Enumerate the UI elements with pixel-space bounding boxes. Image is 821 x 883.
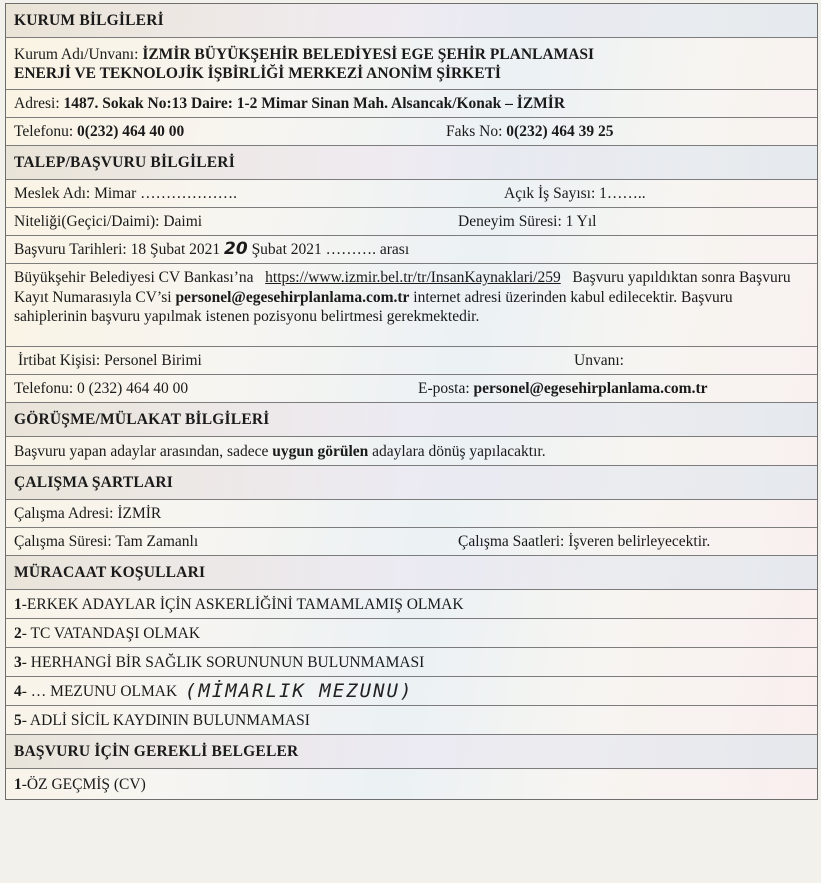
open-positions: Açık İş Sayısı: 1…….. — [504, 185, 646, 202]
contact-email[interactable]: personel@egesehirplanlama.com.tr — [473, 380, 708, 397]
section-header-belgeler — [6, 735, 817, 769]
cv-email[interactable]: personel@egesehirplanlama.com.tr — [175, 288, 410, 306]
requirement-item — [6, 677, 817, 706]
job-posting-form — [5, 3, 818, 800]
institution-name-label: Kurum Adı/Unvanı: — [14, 46, 139, 63]
application-date-start: Başvuru Tarihleri: 18 Şubat 2021 — [14, 241, 221, 258]
handwritten-annotation: (MİMARLIK MEZUNU) — [184, 679, 414, 702]
contact-title-label: Unvanı: — [574, 352, 624, 369]
address-label: Adresi: — [14, 95, 60, 112]
contact-phone-email-row — [6, 375, 817, 403]
contact-phone: Telefonu: 0 (232) 464 40 00 — [14, 380, 189, 397]
interview-info-row — [6, 437, 817, 466]
contact-person-row — [6, 347, 817, 375]
interview-text-2: adaylara dönüş yapılacaktır. — [372, 442, 546, 460]
document-number: 1 — [14, 775, 22, 793]
interview-text-bold: uygun görülen — [272, 442, 369, 460]
section-header-gorusme — [6, 403, 817, 437]
belgeler-header: BAŞVURU İÇİN GEREKLİ BELGELER — [14, 743, 299, 760]
requirement-number: 4 — [14, 682, 22, 700]
requirement-text: - … MEZUNU OLMAK — [21, 682, 178, 700]
work-address: Çalışma Adresi: İZMİR — [14, 505, 162, 522]
requirement-item — [6, 706, 817, 735]
kurum-header: KURUM BİLGİLERİ — [14, 12, 164, 29]
contact-email-cell — [418, 379, 708, 398]
requirement-item — [6, 619, 817, 648]
application-dates-row — [6, 236, 817, 264]
institution-name-line1: İZMİR BÜYÜKŞEHİR BELEDİYESİ EGE ŞEHİR PLANLAMASI — [142, 46, 595, 63]
talep-header: TALEP/BAŞVURU BİLGİLERİ — [14, 154, 235, 171]
contact-person: İrtibat Kişisi: Personel Birimi — [18, 352, 202, 369]
calisma-header: ÇALIŞMA ŞARTLARI — [14, 474, 173, 491]
section-header-talep — [6, 146, 817, 180]
requirement-number: 1 — [14, 595, 22, 613]
requirement-text: -ERKEK ADAYLAR İÇİN ASKERLİĞİNİ TAMAMLAMIŞ OLMAK — [21, 595, 464, 613]
interview-text-1: Başvuru yapan adaylar arasından, sadece — [14, 442, 269, 460]
phone-label: Telefonu: — [14, 123, 74, 140]
requirement-number: 2 — [14, 624, 22, 642]
handwritten-end-day: 20 — [224, 239, 248, 259]
requirement-number: 5 — [14, 711, 22, 729]
experience-duration: Deneyim Süresi: 1 Yıl — [458, 213, 597, 230]
phone-value: 0(232) 464 40 00 — [77, 123, 185, 140]
cv-instructions-row — [6, 264, 817, 347]
document-text: -ÖZ GEÇMİŞ (CV) — [21, 775, 146, 793]
qualification-row — [6, 208, 817, 236]
requirement-text: - HERHANGİ BİR SAĞLIK SORUNUNUN BULUNMAMASI — [21, 653, 425, 671]
application-date-end: Şubat 2021 ………. arası — [251, 241, 410, 258]
section-header-calisma — [6, 466, 817, 500]
employment-type: Niteliği(Geçici/Daimi): Daimi — [14, 213, 203, 230]
cv-text-part1: Büyükşehir Belediyesi CV Bankası’na — [14, 269, 254, 286]
gorusme-header: GÖRÜŞME/MÜLAKAT BİLGİLERİ — [14, 411, 270, 428]
cv-text-part3: internet adresi üzerinden kabul edilecektir. Başvuru sahiplerinin başvuru yapılmak istenen pozisyonu belirtmesi gerekmektedir. — [14, 288, 733, 325]
work-hours: Çalışma Saatleri: İşveren belirleyecektir. — [458, 533, 711, 550]
work-address-row — [6, 500, 817, 528]
requirement-item — [6, 648, 817, 677]
fax-value: 0(232) 464 39 25 — [506, 123, 614, 140]
fax-cell — [446, 122, 614, 141]
work-duration-row — [6, 528, 817, 556]
requirement-item — [6, 590, 817, 619]
requirement-text: - TC VATANDAŞI OLMAK — [21, 624, 201, 642]
requirement-text: - ADLİ SİCİL KAYDININ BULUNMAMASI — [21, 711, 310, 729]
address-value: 1487. Sokak No:13 Daire: 1-2 Mimar Sinan Mah. Alsancak/Konak – İZMİR — [63, 95, 566, 112]
muracaat-header: MÜRACAAT KOŞULLARI — [14, 564, 206, 581]
phone-fax-row — [6, 118, 817, 146]
cv-bank-link[interactable]: https://www.izmir.bel.tr/tr/InsanKaynaklari/259 — [265, 269, 561, 286]
phone-cell — [14, 122, 446, 141]
cv-text-part2: Başvuru yapıldıktan sonra Başvuru Kayıt Numarasıyla CV’si — [14, 269, 791, 306]
section-header-kurum — [6, 4, 817, 38]
section-header-muracaat — [6, 556, 817, 590]
requirement-number: 3 — [14, 653, 22, 671]
address-row — [6, 90, 817, 118]
institution-name-row — [6, 38, 817, 90]
occupation-name: Meslek Adı: Mimar ………………. — [14, 185, 238, 202]
occupation-row — [6, 180, 817, 208]
contact-email-label: E-posta: — [418, 380, 470, 397]
institution-name-line2: ENERJİ VE TEKNOLOJİK İŞBİRLİĞİ MERKEZİ ANONİM ŞİRKETİ — [14, 65, 501, 82]
work-duration: Çalışma Süresi: Tam Zamanlı — [14, 533, 199, 550]
fax-label: Faks No: — [446, 123, 503, 140]
document-item — [6, 769, 817, 799]
